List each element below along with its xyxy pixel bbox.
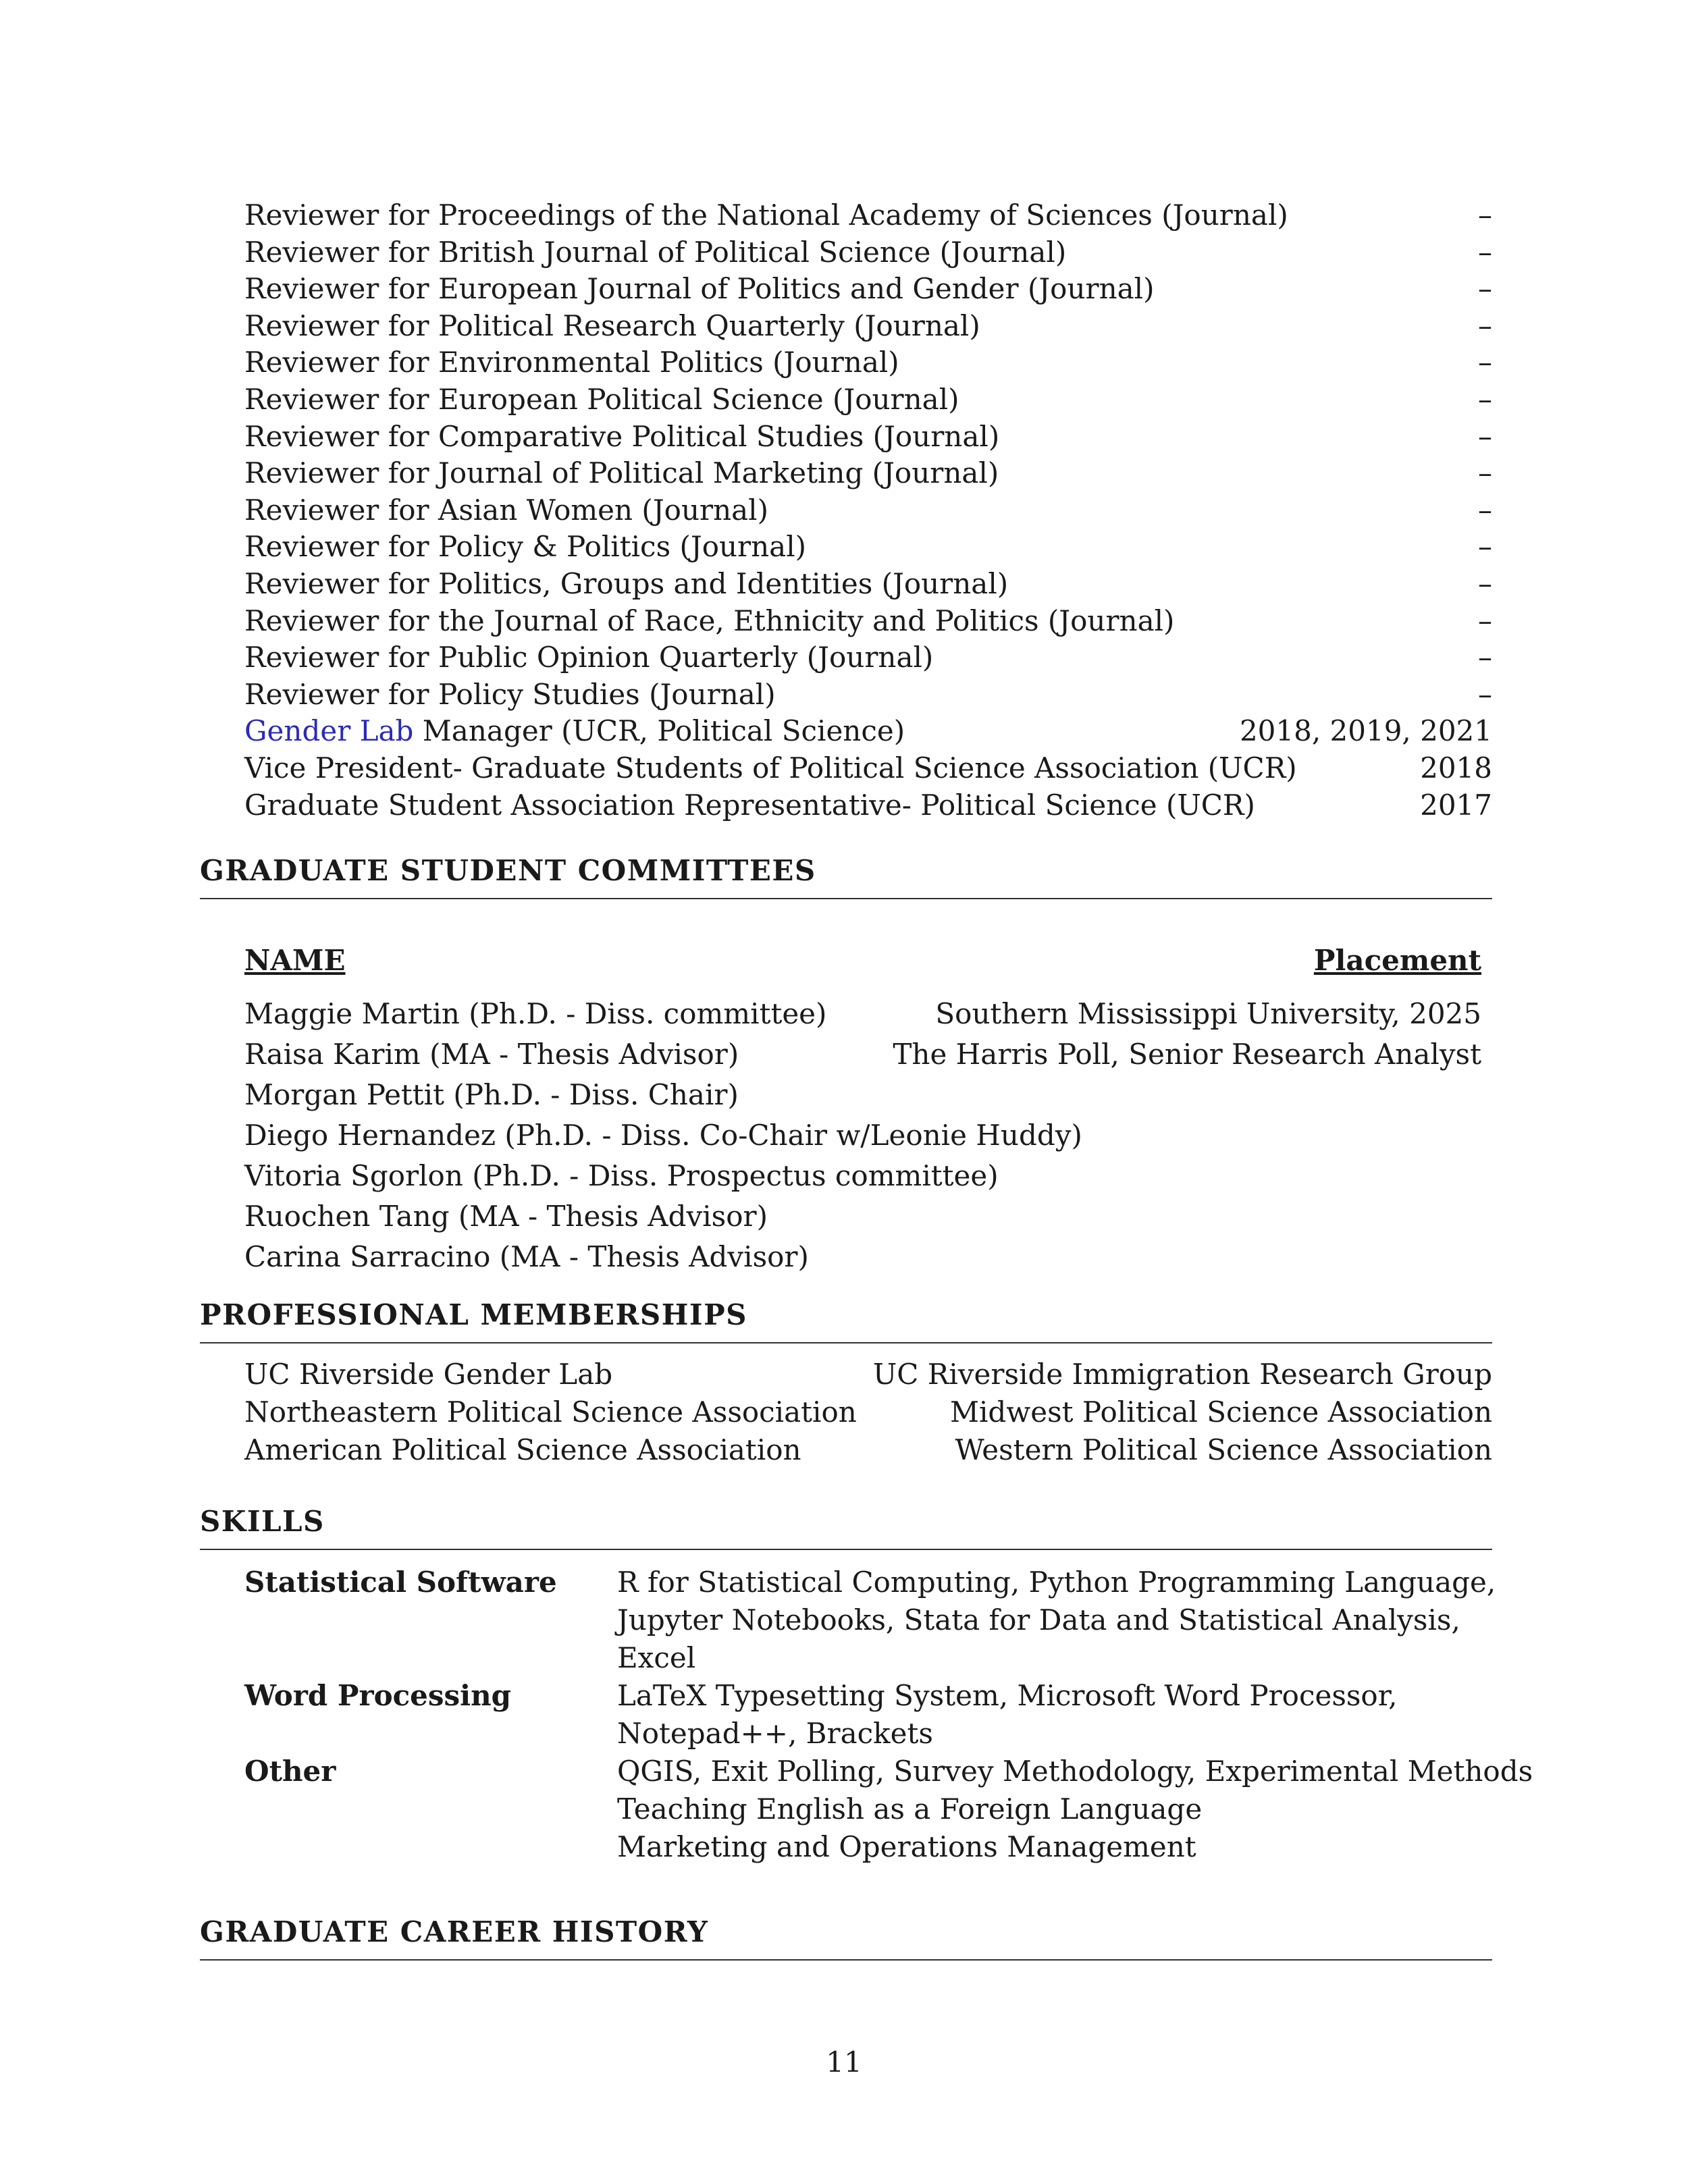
- service-text: Reviewer for Politics, Groups and Identities (Journal): [244, 566, 1009, 600]
- skill-row: [244, 1753, 1533, 1866]
- service-year: 2017: [1420, 788, 1492, 822]
- service-year: 2018, 2019, 2021: [1239, 714, 1492, 748]
- service-row: [244, 676, 1492, 714]
- service-text: Reviewer for Journal of Political Marketing (Journal): [244, 456, 999, 490]
- service-year: –: [1478, 641, 1492, 674]
- service-text: Reviewer for Asian Women (Journal): [244, 493, 768, 527]
- page-number: 11: [826, 2046, 862, 2079]
- committee-row: [244, 1034, 1481, 1075]
- service-row: [244, 197, 1492, 234]
- service-row: [244, 308, 1492, 345]
- skill-row: [244, 1677, 1492, 1753]
- committee-row: [244, 1156, 1481, 1196]
- service-text: Reviewer for Proceedings of the National Academy of Sciences (Journal): [244, 198, 1288, 232]
- student-name: Morgan Pettit (Ph.D. - Diss. Chair): [244, 1078, 739, 1112]
- service-year: –: [1478, 456, 1492, 490]
- service-year: 2018: [1420, 751, 1492, 784]
- student-name: Ruochen Tang (MA - Thesis Advisor): [244, 1200, 768, 1233]
- committee-row: [244, 1115, 1481, 1156]
- service-year: –: [1478, 382, 1492, 416]
- membership-left: Northeastern Political Science Association: [244, 1395, 857, 1429]
- section-title-memberships: PROFESSIONAL MEMBERSHIPS: [200, 1298, 1492, 1343]
- membership-row: [244, 1356, 1492, 1393]
- service-year: –: [1478, 604, 1492, 637]
- membership-right: UC Riverside Immigration Research Group: [872, 1358, 1492, 1391]
- skill-line: Excel: [617, 1641, 696, 1675]
- skill-values: [617, 1753, 1533, 1866]
- service-row: [244, 455, 1492, 492]
- service-text: Reviewer for Policy Studies (Journal): [244, 677, 776, 711]
- service-row: [244, 787, 1492, 824]
- service-text: Reviewer for European Political Science (Journal): [244, 382, 959, 416]
- service-row: [244, 603, 1492, 640]
- service-year: –: [1478, 309, 1492, 342]
- membership-left: American Political Science Association: [244, 1433, 801, 1467]
- committee-row: [244, 994, 1481, 1034]
- skill-line: Notepad++, Brackets: [617, 1717, 933, 1751]
- service-text: Vice President- Graduate Students of Political Science Association (UCR): [244, 751, 1297, 784]
- student-name: Diego Hernandez (Ph.D. - Diss. Co-Chair w/Leonie Huddy): [244, 1119, 1082, 1152]
- service-text: Graduate Student Association Representative- Political Science (UCR): [244, 788, 1255, 822]
- service-row: [244, 381, 1492, 419]
- skill-values: [617, 1564, 1496, 1677]
- service-text: Manager (UCR, Political Science): [413, 714, 905, 748]
- skill-line: R for Statistical Computing, Python Programming Language,: [617, 1566, 1496, 1599]
- service-row: [244, 344, 1492, 381]
- service-year: –: [1478, 346, 1492, 379]
- membership-right: Midwest Political Science Association: [949, 1395, 1492, 1429]
- service-year: –: [1478, 566, 1492, 600]
- service-text: Reviewer for Policy & Politics (Journal): [244, 530, 807, 564]
- service-text: Reviewer for European Journal of Politics and Gender (Journal): [244, 272, 1155, 306]
- skill-values: [617, 1677, 1492, 1753]
- student-name: Vitoria Sgorlon (Ph.D. - Diss. Prospectus committee): [244, 1159, 999, 1193]
- student-placement: Southern Mississippi University, 2025: [935, 997, 1481, 1031]
- service-text: Reviewer for Political Research Quarterly (Journal): [244, 309, 980, 342]
- column-header-name: NAME: [244, 944, 346, 978]
- service-row: [244, 750, 1492, 787]
- membership-right: Western Political Science Association: [955, 1433, 1492, 1467]
- skill-line: Jupyter Notebooks, Stata for Data and Statistical Analysis,: [617, 1603, 1460, 1637]
- skills-list: [244, 1564, 1533, 1866]
- memberships-section: [200, 1298, 1492, 1469]
- membership-left: UC Riverside Gender Lab: [244, 1358, 613, 1391]
- service-text: Reviewer for Environmental Politics (Journal): [244, 346, 899, 379]
- service-text: Reviewer for British Journal of Political Science (Journal): [244, 235, 1067, 269]
- service-row-gender-lab: [244, 713, 1492, 750]
- skill-line: Marketing and Operations Management: [617, 1830, 1196, 1864]
- service-row: [244, 271, 1492, 308]
- service-year: –: [1478, 198, 1492, 232]
- committee-row: [244, 1075, 1481, 1115]
- service-row: [244, 639, 1492, 676]
- committee-row: [244, 1196, 1481, 1237]
- service-year: –: [1478, 677, 1492, 711]
- student-name: Maggie Martin (Ph.D. - Diss. committee): [244, 997, 827, 1031]
- service-year: –: [1478, 530, 1492, 564]
- service-row: [244, 492, 1492, 529]
- gender-lab-link[interactable]: Gender Lab: [244, 714, 414, 748]
- service-year: –: [1478, 419, 1492, 453]
- committee-row: [244, 1237, 1481, 1277]
- section-title-committees: GRADUATE STUDENT COMMITTEES: [200, 853, 1492, 899]
- skill-category: Word Processing: [244, 1679, 512, 1713]
- career-section: [200, 1915, 1492, 1961]
- service-year: –: [1478, 272, 1492, 306]
- skills-section: [200, 1504, 1533, 1866]
- student-name: Carina Sarracino (MA - Thesis Advisor): [244, 1240, 809, 1274]
- service-row: [244, 234, 1492, 271]
- service-row: [244, 419, 1492, 456]
- skill-line: QGIS, Exit Polling, Survey Methodology, Experimental Methods: [617, 1755, 1533, 1788]
- service-year: –: [1478, 493, 1492, 527]
- page-content: [200, 197, 1533, 1961]
- service-year: –: [1478, 235, 1492, 269]
- skill-category: Other: [244, 1755, 336, 1788]
- committee-table: [244, 941, 1481, 1277]
- section-title-skills: SKILLS: [200, 1504, 1492, 1550]
- membership-row: [244, 1431, 1492, 1469]
- committee-table-header: [244, 941, 1481, 980]
- skill-category: Statistical Software: [244, 1566, 557, 1599]
- service-row: [244, 529, 1492, 566]
- memberships-list: [244, 1356, 1492, 1469]
- student-placement: The Harris Poll, Senior Research Analyst: [893, 1038, 1481, 1071]
- service-text: Reviewer for Comparative Political Studies (Journal): [244, 419, 1000, 453]
- membership-row: [244, 1393, 1492, 1431]
- column-header-placement: Placement: [1313, 944, 1481, 978]
- service-row: [244, 566, 1492, 603]
- service-list: [244, 197, 1492, 824]
- committees-section: [200, 853, 1492, 1277]
- skill-row: [244, 1564, 1496, 1677]
- student-name: Raisa Karim (MA - Thesis Advisor): [244, 1038, 739, 1071]
- skill-line: LaTeX Typesetting System, Microsoft Word Processor,: [617, 1679, 1398, 1713]
- service-text: Reviewer for the Journal of Race, Ethnicity and Politics (Journal): [244, 604, 1175, 637]
- section-title-career: GRADUATE CAREER HISTORY: [200, 1915, 1492, 1961]
- skill-line: Teaching English as a Foreign Language: [617, 1792, 1203, 1826]
- service-text: Reviewer for Public Opinion Quarterly (Journal): [244, 641, 934, 674]
